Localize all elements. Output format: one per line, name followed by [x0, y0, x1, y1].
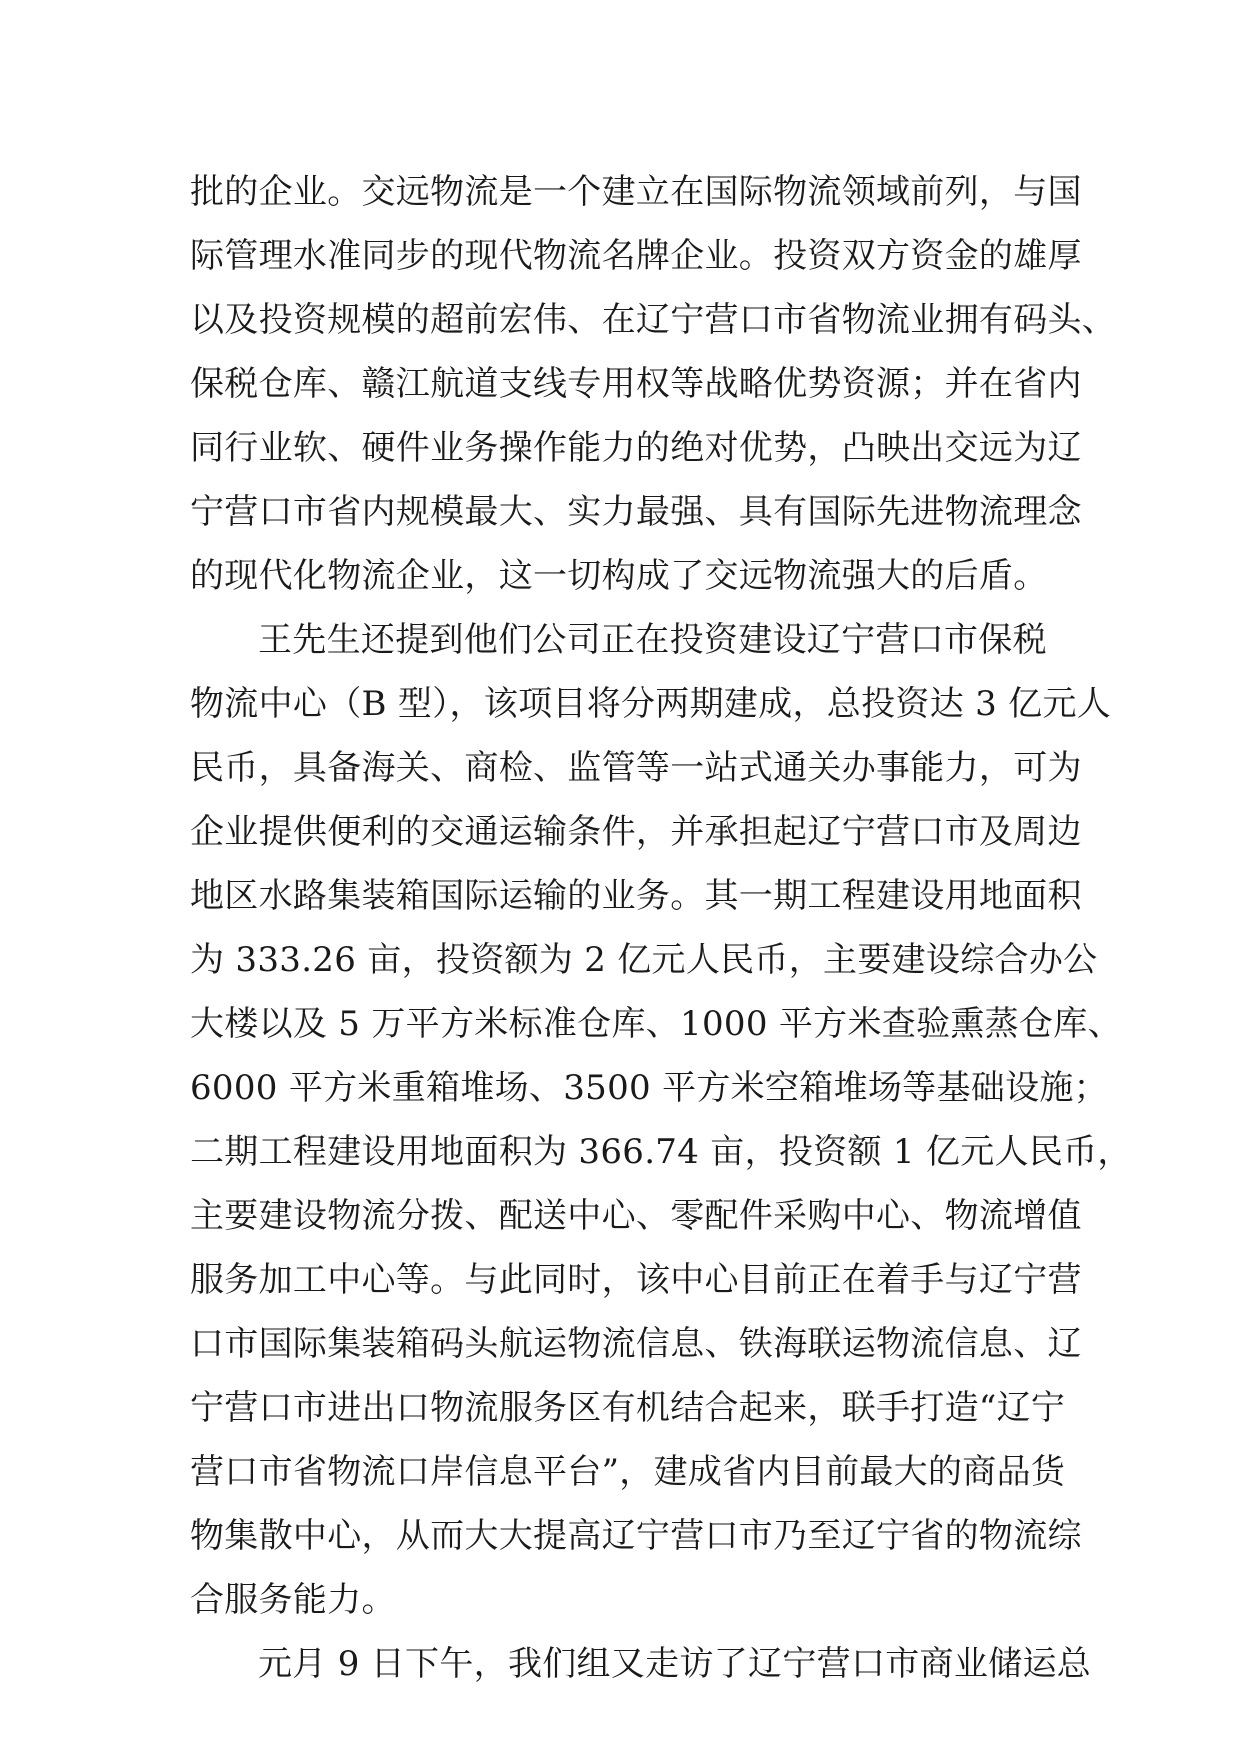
text-line: 的现代化物流企业，这一切构成了交远物流强大的后盾。 [190, 556, 1048, 596]
text-line: 宁营口市进出口物流服务区有机结合起来，联手打造“辽宁 [190, 1388, 1066, 1428]
text-line: 王先生还提到他们公司正在投资建设辽宁营口市保税 [258, 620, 1047, 660]
text-line: 同行业软、硬件业务操作能力的绝对优势，凸映出交远为辽 [190, 428, 1082, 468]
text-line: 元月 9 日下午，我们组又走访了辽宁营口市商业储运总 [258, 1644, 1092, 1684]
text-line: 物流中心（B 型），该项目将分两期建成，总投资达 3 亿元人 [190, 684, 1112, 724]
text-line: 6000 平方米重箱堆场、3500 平方米空箱堆场等基础设施； [190, 1068, 1108, 1108]
text-line: 企业提供便利的交通运输条件，并承担起辽宁营口市及周边 [190, 812, 1082, 852]
paragraph-3 [190, 1632, 1090, 1696]
text-line: 营口市省物流口岸信息平台”，建成省内目前最大的商品货 [190, 1452, 1066, 1492]
text-line: 物集散中心，从而大大提高辽宁营口市乃至辽宁省的物流综 [190, 1516, 1082, 1556]
text-line: 批的企业。交远物流是一个建立在国际物流领域前列，与国 [190, 172, 1082, 212]
text-line: 口市国际集装箱码头航运物流信息、铁海联运物流信息、辽 [190, 1324, 1082, 1364]
text-line: 合服务能力。 [190, 1580, 396, 1620]
text-line: 为 333.26 亩，投资额为 2 亿元人民币，主要建设综合办公 [190, 940, 1098, 980]
text-line: 服务加工中心等。与此同时，该中心目前正在着手与辽宁营 [190, 1260, 1082, 1300]
paragraph-1 [190, 160, 1117, 608]
text-line: 民币，具备海关、商检、监管等一站式通关办事能力，可为 [190, 748, 1082, 788]
text-line: 以及投资规模的超前宏伟、在辽宁营口市省物流业拥有码头、 [190, 300, 1117, 340]
text-line: 保税仓库、赣江航道支线专用权等战略优势资源；并在省内 [190, 364, 1082, 404]
paragraph-2 [190, 608, 1132, 1632]
text-line: 主要建设物流分拨、配送中心、零配件采购中心、物流增值 [190, 1196, 1082, 1236]
text-line: 地区水路集装箱国际运输的业务。其一期工程建设用地面积 [190, 876, 1082, 916]
text-line: 大楼以及 5 万平方米标准仓库、1000 平方米查验熏蒸仓库、 [190, 1004, 1122, 1044]
text-line: 宁营口市省内规模最大、实力最强、具有国际先进物流理念 [190, 492, 1082, 532]
text-line: 际管理水准同步的现代物流名牌企业。投资双方资金的雄厚 [190, 236, 1082, 276]
document-body [190, 160, 1132, 1696]
text-line: 二期工程建设用地面积为 366.74 亩，投资额 1 亿元人民币， [190, 1132, 1132, 1172]
